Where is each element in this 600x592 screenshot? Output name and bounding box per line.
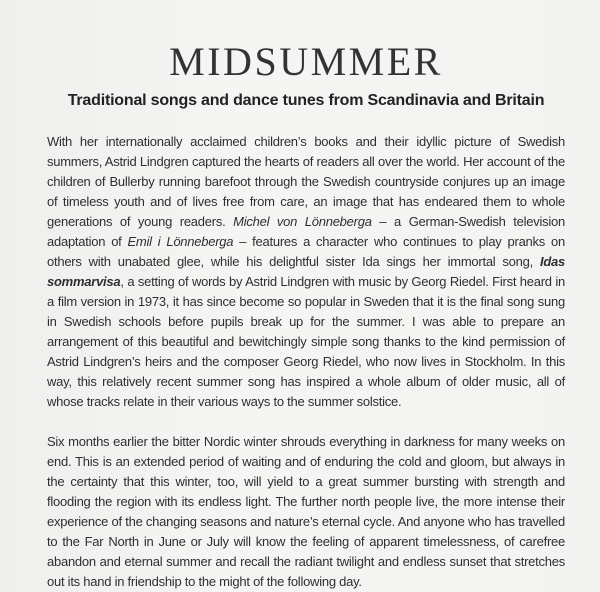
paragraph-1-text-d: , a setting of words by Astrid Lindgren with music by Georg Riedel. First heard in a film version in 1973, it has since become so popular in Sweden that it is the final song sung in Swedish schools before pupils break up for the summer. I was able to prepare an arrangement of this beautiful and bewitchingly simple song thanks to the kind permission of Astrid Lindgren’s heirs and the composer Georg Riedel, who now lives in Stockholm. In this way, this relatively recent summer song has inspired a whole album of older music, all of whose tracks relate in their various ways to the summer solstice. <box>47 274 565 409</box>
page-title: MIDSUMMER <box>169 39 443 84</box>
title-emil-i-lonneberga: Emil i Lönneberga <box>127 234 234 249</box>
song-title-idas-sommarvisa: Idas sommarvisa <box>47 254 565 289</box>
paragraph-1-text-c: – features a character who continues to play pranks on others with unabated glee, while his delightful sister Ida sings her immortal song, <box>47 234 565 269</box>
paragraph-2: Six months earlier the bitter Nordic winter shrouds everything in darkness for many weeks on end. This is an extended period of waiting and of enduring the cold and gloom, but always in the certainty that this winter, too, will yield to a great summer bursting with strength and flooding the region with its endless light. The further north people live, the more intense their experience of the changing seasons and nature’s eternal cycle. And anyone who has travelled to the Far North in June or July will know the feeling of apparent timelessness, of carefree abandon and eternal summer and recall the radiant twilight and endless sunset that stretches out its hand in friendship to the might of the following day. <box>47 434 565 589</box>
paragraph-1-text-a: With her internationally acclaimed children’s books and their idyllic picture of Swedish summers, Astrid Lindgren captured the hearts of readers all over the world. Her account of the children of Bullerby running barefoot through the Swedish countryside conjures up an image of timeless youth and of lives free from care, an image that has endeared them to whole generations of young readers. <box>47 134 565 229</box>
paragraph-1-text-b: – a German-Swedish television adaptation of <box>47 214 566 249</box>
title-michel-von-lonneberga: Michel von Lönneberga <box>233 214 372 229</box>
page-subtitle: Traditional songs and dance tunes from Scandinavia and Britain <box>67 92 545 109</box>
paragraph-1 <box>47 132 565 412</box>
